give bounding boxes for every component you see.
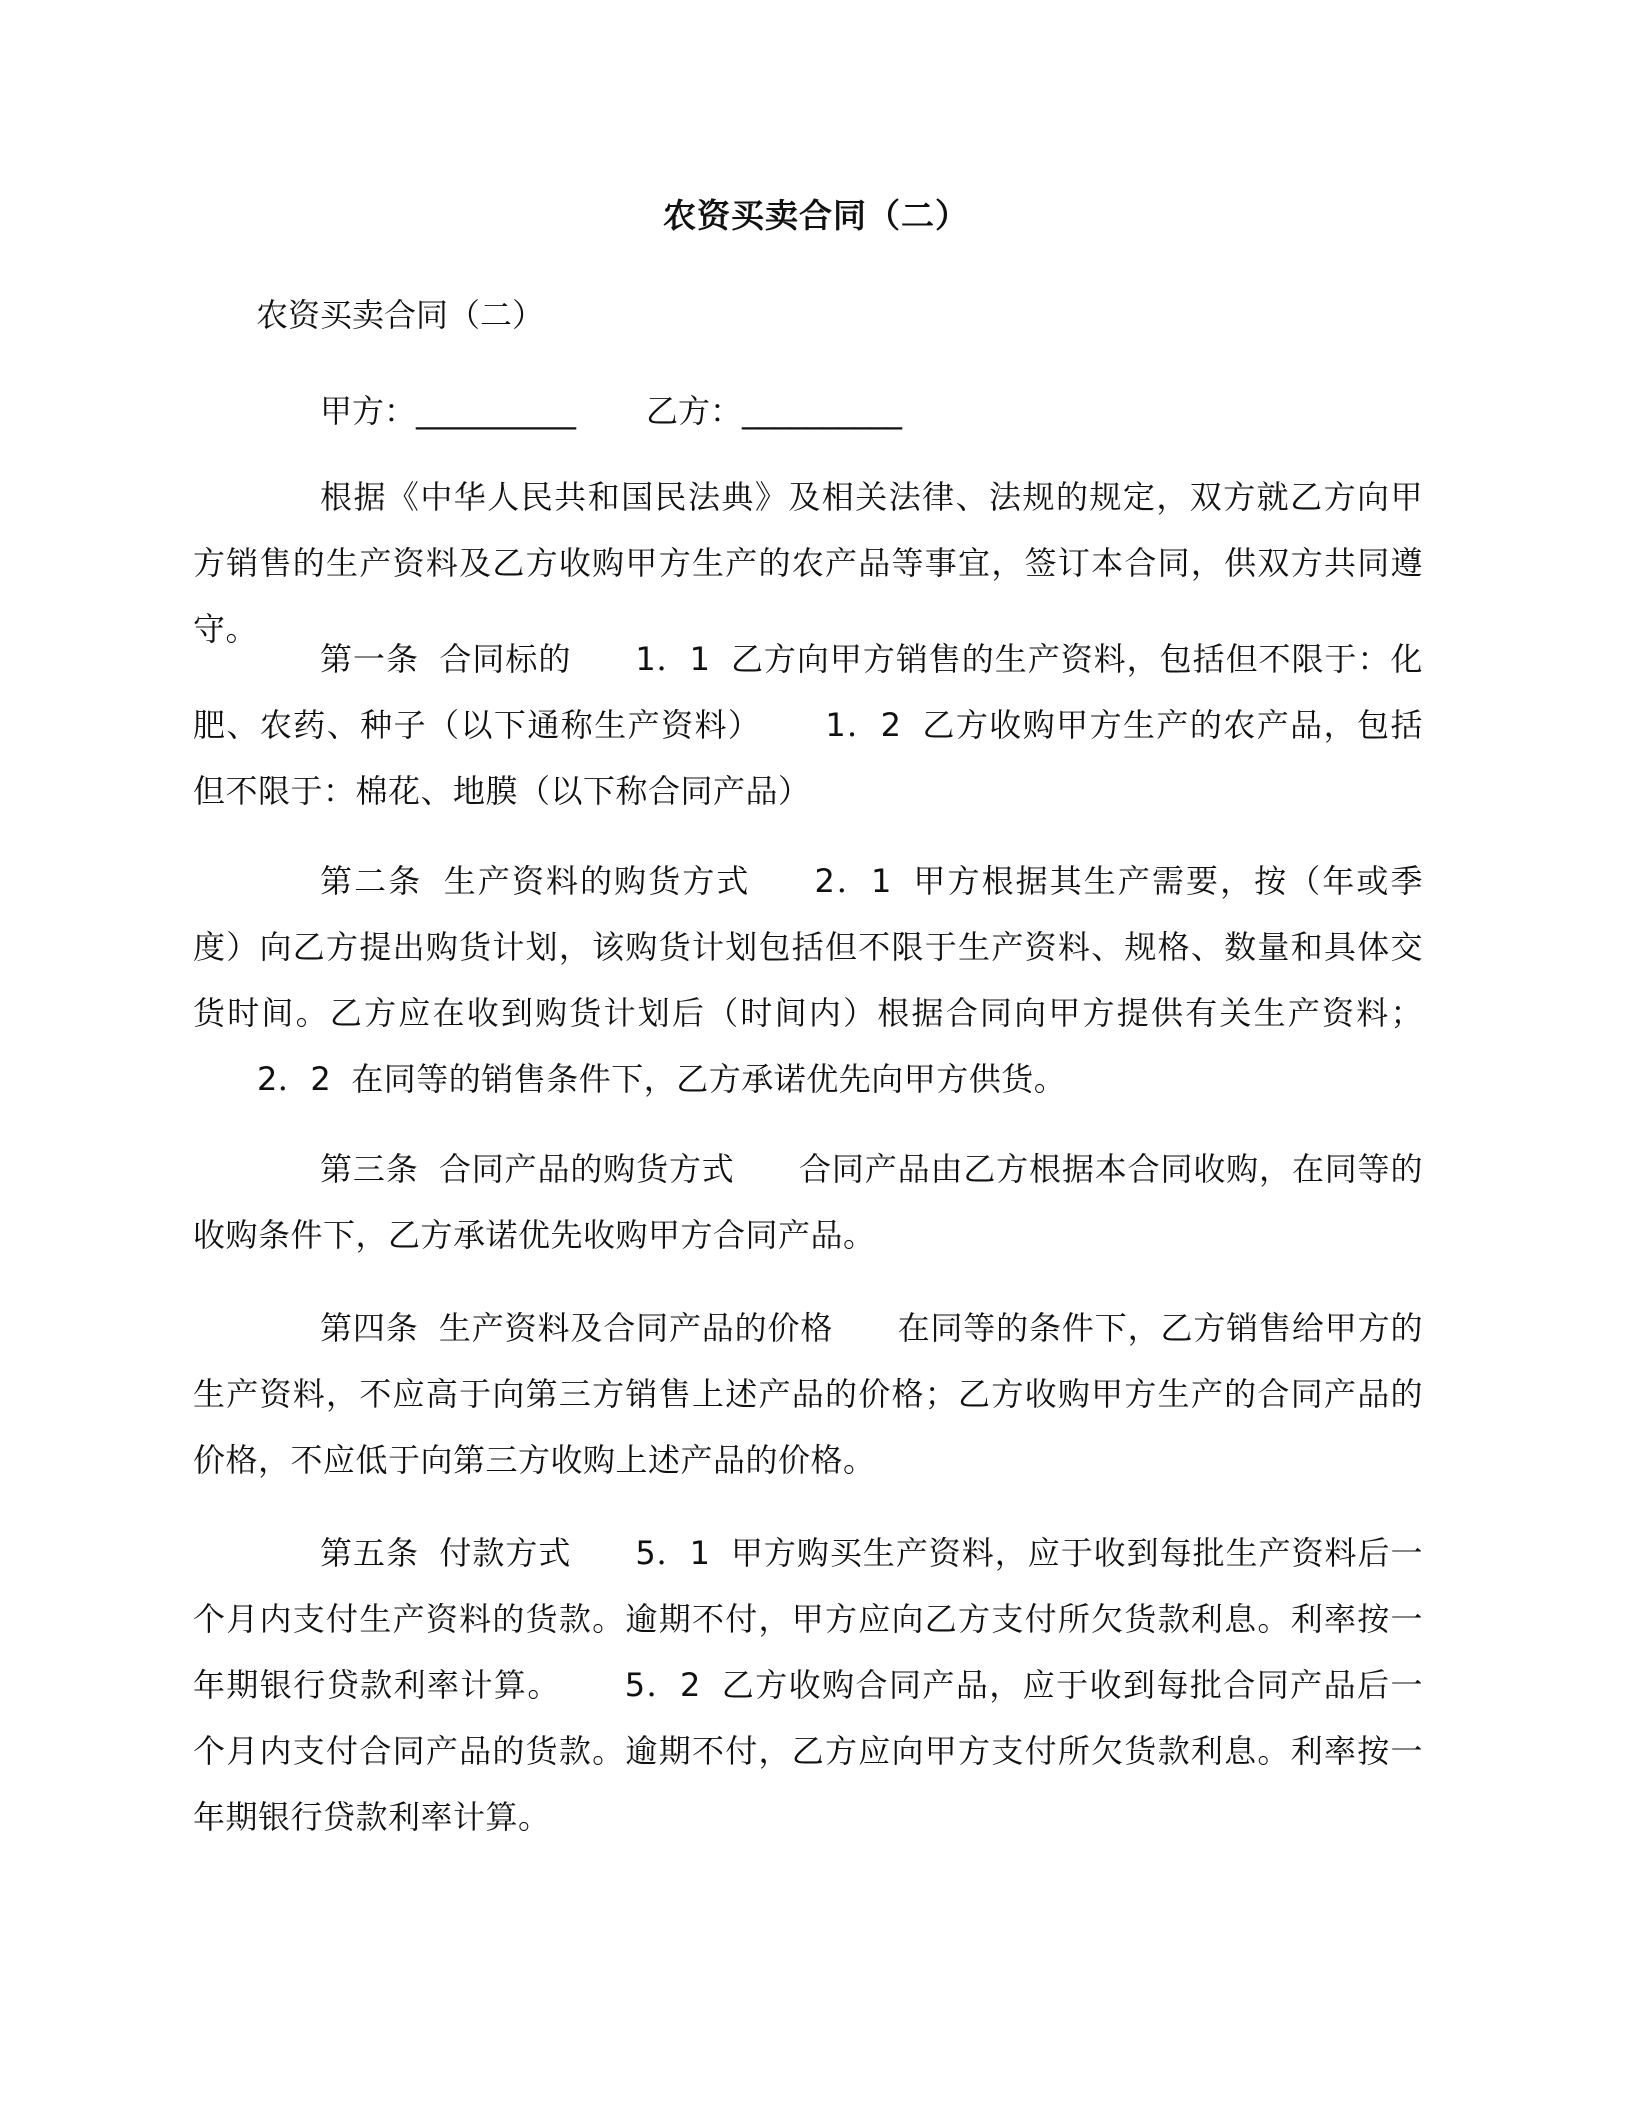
article-5-title: 付款方式 [438,1534,572,1572]
article-1-paragraph [193,626,1423,824]
clause-1-2-text: 乙方收购甲方生产的农产品，包括但不限于：棉花、地膜（以下称合同产品） [193,706,1423,810]
article-4-text: 在同等的条件下，乙方销售给甲方的生产资料，不应高于向第三方销售上述产品的价格；乙方收购甲方生产的合同产品的价格，不应低于向第三方收购上述产品的价格。 [193,1309,1423,1479]
article-2-heading: 第二条 [320,862,423,900]
article-1-heading: 第一条 [320,640,419,678]
parties-line [320,386,902,432]
clause-2-1-text: 甲方根据其生产需要，按（年或季度）向乙方提出购货计划，该购货计划包括但不限于生产资料、规格、数量和具体交货时间。乙方应在收到购货计划后（时间内）根据合同向甲方提供有关生产资料； [193,862,1423,1032]
clause-1-1-number: 1．1 [635,640,711,678]
clause-2-1-number: 2．1 [814,862,892,900]
clause-1-1-text: 乙方向甲方销售的生产资料，包括但不限于：化肥、农药、种子（以下通称生产资料） [193,640,1423,744]
clause-2-2-number: 2．2 [257,1060,332,1098]
article-2-paragraph [193,848,1423,1112]
article-4-title: 生产资料及合同产品的价格 [438,1309,834,1347]
article-4-heading: 第四条 [320,1309,419,1347]
party-a-field: 甲方：__________ [320,392,577,430]
document-title: 农资买卖合同（二） [663,196,969,235]
article-4-paragraph [193,1295,1423,1493]
article-5-paragraph [193,1520,1423,1850]
article-2-title: 生产资料的购货方式 [442,862,751,900]
clause-1-2-number: 1．2 [825,706,902,744]
clause-2-2-text: 在同等的销售条件下，乙方承诺优先向甲方供货。 [351,1060,1067,1098]
clause-5-1-number: 5．1 [635,1534,711,1572]
article-3-paragraph [193,1136,1423,1268]
article-5-heading: 第五条 [320,1534,419,1572]
clause-5-2-number: 5．2 [624,1666,701,1704]
article-3-text: 合同产品由乙方根据本合同收购，在同等的收购条件下，乙方承诺优先收购甲方合同产品。 [193,1150,1423,1254]
clause-5-1-text: 甲方购买生产资料，应于收到每批生产资料后一个月内支付生产资料的货款。逾期不付，甲方应向乙方支付所欠货款利息。利率按一年期银行贷款利率计算。 [193,1534,1423,1704]
article-3-heading: 第三条 [320,1150,419,1188]
article-3-title: 合同产品的购货方式 [438,1150,735,1188]
document-subtitle: 农资买卖合同（二） [256,296,545,334]
party-b-field: 乙方：__________ [646,392,903,430]
clause-5-2-text: 乙方收购合同产品，应于收到每批合同产品后一个月内支付合同产品的货款。逾期不付，乙方应向甲方支付所欠货款利息。利率按一年期银行贷款利率计算。 [193,1666,1423,1836]
preamble-text: 根据《中华人民共和国民法典》及相关法律、法规的规定，双方就乙方向甲方销售的生产资料及乙方收购甲方生产的农产品等事宜，签订本合同，供双方共同遵守。 [193,478,1423,648]
article-1-title: 合同标的 [438,640,572,678]
